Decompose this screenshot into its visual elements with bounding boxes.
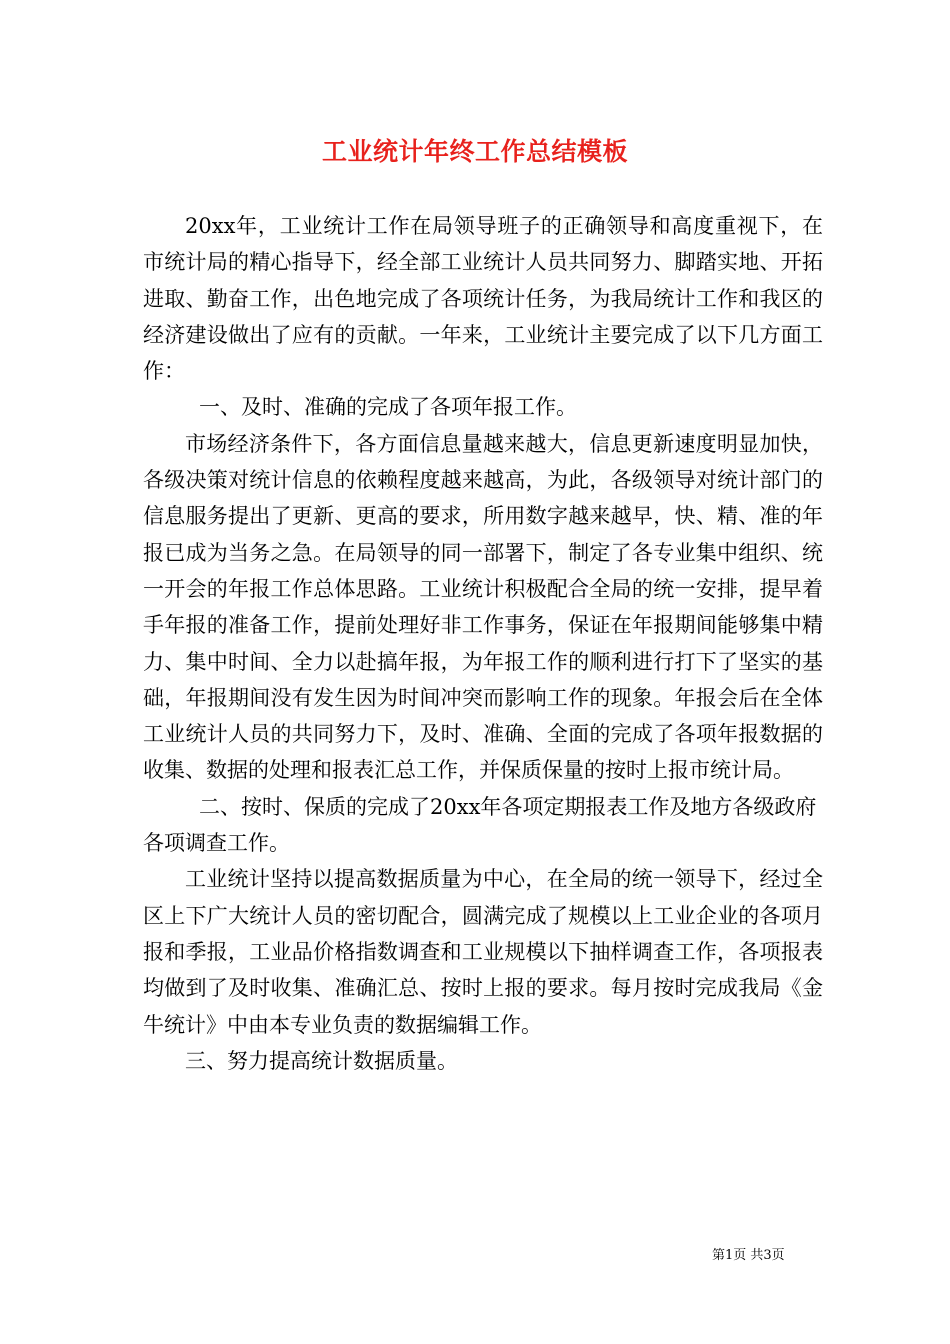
section-heading-2: 二、按时、保质的完成了20xx年各项定期报表工作及地方各级政府各项调查工作。 bbox=[143, 794, 817, 856]
document-body bbox=[143, 208, 823, 1079]
section-2-paragraph: 工业统计坚持以提高数据质量为中心，在全局的统一领导下，经过全区上下广大统计人员的密切配合，圆满完成了规模以上工业企业的各项月报和季报，工业品价格指数调查和工业规模以下抽样调查工作，各项报表均做到了及时收集、准确汇总、按时上报的要求。每月按时完成我局《金牛统计》中由本专业负责的数据编辑工作。 bbox=[143, 867, 823, 1037]
section-heading-3: 三、努力提高统计数据质量。 bbox=[185, 1048, 458, 1073]
page-title: 工业统计年终工作总结模板 bbox=[321, 137, 628, 166]
section-heading-1: 一、及时、准确的完成了各项年报工作。 bbox=[199, 395, 577, 420]
intro-paragraph: 20xx年，工业统计工作在局领导班子的正确领导和高度重视下，在市统计局的精心指导下，经全部工业统计人员共同努力、脚踏实地、开拓进取、勤奋工作，出色地完成了各项统计任务，为我局统计工作和我区的经济建设做出了应有的贡献。一年来，工业统计主要完成了以下几方面工作： bbox=[143, 214, 823, 384]
section-1-paragraph: 市场经济条件下，各方面信息量越来越大，信息更新速度明显加快，各级决策对统计信息的依赖程度越来越高，为此，各级领导对统计部门的信息服务提出了更新、更高的要求，所用数字越来越早，快、精、准的年报已成为当务之急。在局领导的同一部署下，制定了各专业集中组织、统一开会的年报工作总体思路。工业统计积极配合全局的统一安排，提早着手年报的准备工作，提前处理好非工作事务，保证在年报期间能够集中精力、集中时间、全力以赴搞年报，为年报工作的顺利进行打下了坚实的基础，年报期间没有发生因为时间冲突而影响工作的现象。年报会后在全体工业统计人员的共同努力下，及时、准确、全面的完成了各项年报数据的收集、数据的处理和报表汇总工作，并保质保量的按时上报市统计局。 bbox=[143, 431, 823, 783]
page-number: 第1页 共3页 bbox=[712, 1248, 785, 1263]
